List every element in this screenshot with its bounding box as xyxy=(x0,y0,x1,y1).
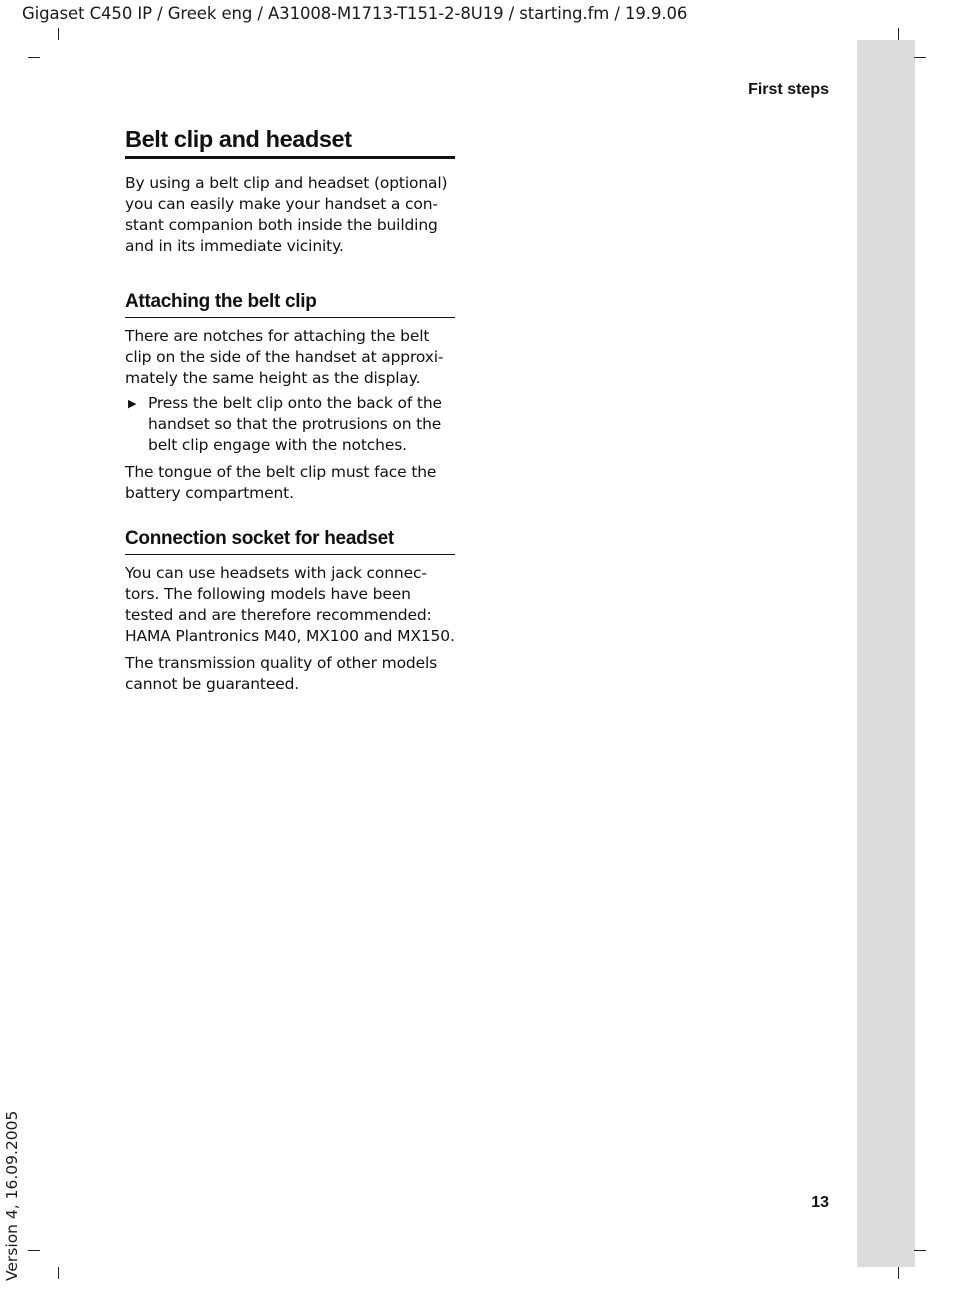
crop-mark xyxy=(898,1267,899,1279)
crop-mark xyxy=(58,28,59,40)
crop-mark xyxy=(28,57,40,58)
instruction-step-text: Press the belt clip onto the back of the handset so that the protrusions on the belt clip engage with the notches. xyxy=(148,394,442,454)
crop-mark xyxy=(58,1267,59,1279)
page-title: Belt clip and headset xyxy=(125,124,455,159)
belt-clip-paragraph: There are notches for attaching the belt clip on the side of the handset at approxi-mately the same height as the display. xyxy=(125,327,444,387)
crop-mark xyxy=(28,1250,40,1251)
section-heading-belt-clip: Attaching the belt clip xyxy=(125,289,455,318)
headset-note: The transmission quality of other models cannot be guaranteed. xyxy=(125,654,438,693)
page-number: 13 xyxy=(811,1194,829,1211)
crop-mark xyxy=(914,57,926,58)
file-header: Gigaset C450 IP / Greek eng / A31008-M1713-T151-2-8U19 / starting.fm / 19.9.06 xyxy=(22,4,688,23)
section-heading-headset: Connection socket for headset xyxy=(125,526,455,555)
instruction-step xyxy=(125,393,455,456)
main-content xyxy=(125,124,455,695)
running-head: First steps xyxy=(748,81,829,98)
version-note: Version 4, 16.09.2005 xyxy=(3,1110,21,1281)
triangle-right-icon: ▶ xyxy=(128,397,137,410)
side-thumb-band xyxy=(857,40,915,1267)
intro-paragraph: By using a belt clip and headset (optional) you can easily make your handset a con-stant companion both inside the building and in its immediate vicinity. xyxy=(125,174,448,255)
headset-paragraph: You can use headsets with jack connec-tors. The following models have been tested and are therefore recommended: HAMA Plantronics M40, MX100 and MX150. xyxy=(125,564,455,645)
belt-clip-note: The tongue of the belt clip must face the battery compartment. xyxy=(125,463,437,502)
crop-mark xyxy=(898,28,899,40)
crop-mark xyxy=(914,1250,926,1251)
